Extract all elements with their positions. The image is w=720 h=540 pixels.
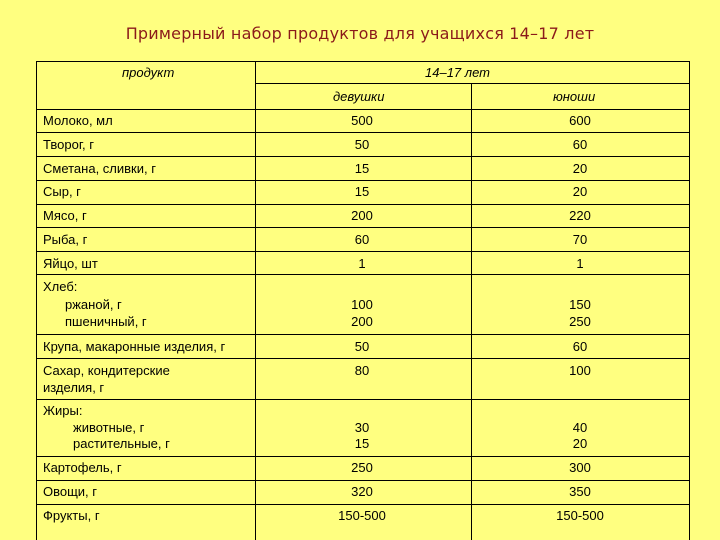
girls-value: 50 (354, 137, 370, 152)
row-divider (36, 480, 690, 481)
header-girls: девушки (333, 89, 385, 104)
row-label: Крупа, макаронные изделия, г (43, 339, 226, 354)
row-divider (36, 180, 690, 181)
boys-value: 60 (572, 339, 588, 354)
boys-value: 150 (569, 297, 591, 312)
girls-value: 15 (354, 184, 370, 199)
row-label: Фрукты, г (43, 508, 100, 523)
row-label: Картофель, г (43, 460, 122, 475)
row-label: Сыр, г (43, 184, 81, 199)
boys-value: 20 (572, 161, 588, 176)
girls-value: 100 (351, 297, 373, 312)
girls-value: 150-500 (338, 508, 386, 523)
row-divider (36, 227, 690, 228)
girls-value: 200 (351, 314, 373, 329)
boys-value: 220 (569, 208, 591, 223)
boys-value: 40 (572, 420, 588, 435)
header-subdivider (255, 83, 690, 84)
boys-value: 150-500 (556, 508, 604, 523)
girls-value: 200 (351, 208, 373, 223)
girls-value: 320 (351, 484, 373, 499)
row-label: Яйцо, шт (43, 256, 98, 271)
row-divider (36, 251, 690, 252)
row-divider (36, 399, 690, 400)
row-label: Сметана, сливки, г (43, 161, 156, 176)
girls-value: 60 (354, 232, 370, 247)
page-title: Примерный набор продуктов для учащихся 14–17 лет (125, 24, 595, 43)
boys-value: 60 (572, 137, 588, 152)
header-product: продукт (122, 65, 175, 80)
boys-value: 1 (576, 256, 584, 271)
products-table (36, 61, 690, 540)
row-label: Сахар, кондитерские (43, 363, 170, 378)
boys-value: 20 (572, 184, 588, 199)
boys-value: 250 (569, 314, 591, 329)
row-divider (36, 156, 690, 157)
row-label: Рыба, г (43, 232, 88, 247)
boys-value: 70 (572, 232, 588, 247)
girls-value: 30 (354, 420, 370, 435)
row-label: Мясо, г (43, 208, 87, 223)
row-label-continued: изделия, г (43, 380, 105, 395)
girls-value: 15 (354, 436, 370, 451)
row-sublabel: растительные, г (73, 436, 170, 451)
row-divider (36, 274, 690, 275)
header-boys: юноши (553, 89, 596, 104)
row-divider (36, 504, 690, 505)
row-sublabel: ржаной, г (65, 297, 122, 312)
girls-value: 500 (351, 113, 373, 128)
row-label: Хлеб: (43, 279, 78, 294)
row-divider (36, 456, 690, 457)
row-divider (36, 358, 690, 359)
boys-value: 350 (569, 484, 591, 499)
boys-value: 20 (572, 436, 588, 451)
row-label: Молоко, мл (43, 113, 113, 128)
girls-value: 50 (354, 339, 370, 354)
girls-value: 80 (354, 363, 370, 378)
column-divider-gender (471, 83, 472, 540)
boys-value: 100 (569, 363, 591, 378)
boys-value: 600 (569, 113, 591, 128)
row-sublabel: пшеничный, г (65, 314, 147, 329)
row-sublabel: животные, г (73, 420, 145, 435)
row-divider (36, 132, 690, 133)
girls-value: 15 (354, 161, 370, 176)
table-border-top (36, 61, 690, 62)
girls-value: 250 (351, 460, 373, 475)
row-label: Овощи, г (43, 484, 98, 499)
row-divider (36, 334, 690, 335)
row-divider (36, 204, 690, 205)
row-label: Жиры: (43, 403, 83, 418)
boys-value: 300 (569, 460, 591, 475)
row-label: Творог, г (43, 137, 94, 152)
row-divider (36, 109, 690, 110)
header-age: 14–17 лет (425, 65, 491, 80)
girls-value: 1 (358, 256, 366, 271)
